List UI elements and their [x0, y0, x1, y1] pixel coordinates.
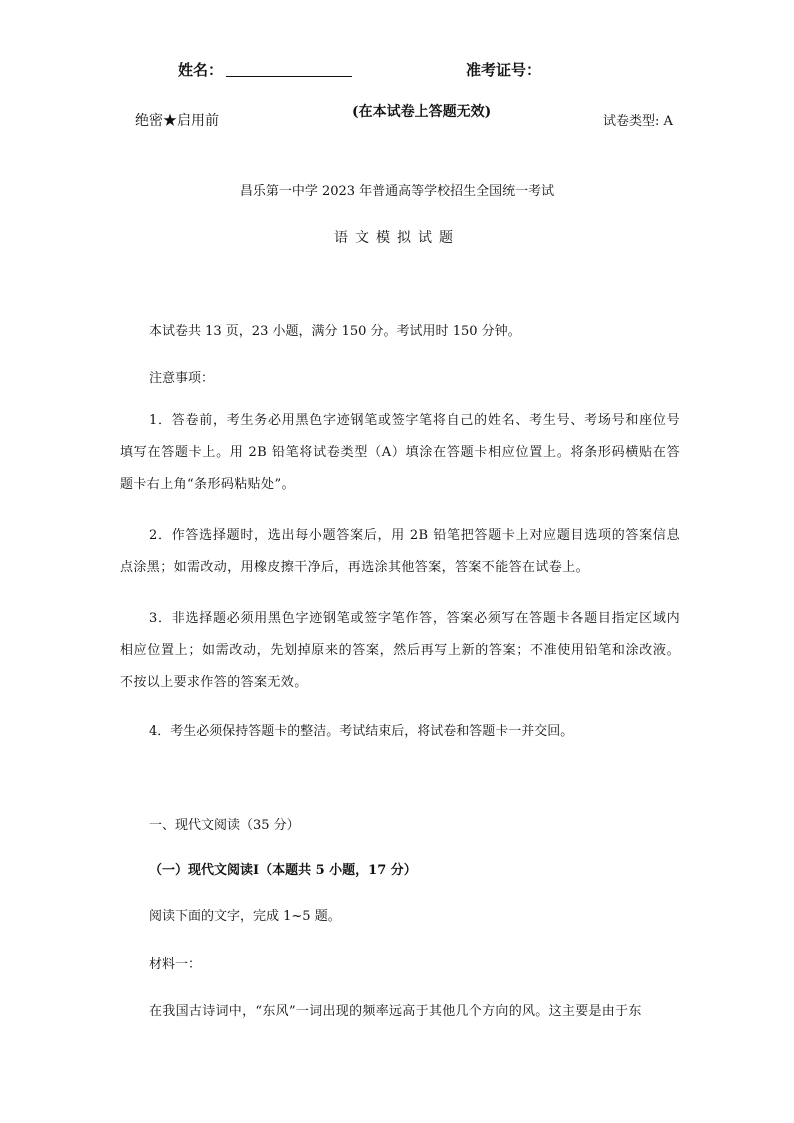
- section-subtitle: （一）现代文阅读Ⅰ（本题共 5 小题，17 分）: [149, 863, 417, 878]
- exam-intro: 本试卷共 13 页，23 小题，满分 150 分。考试用时 150 分钟。: [149, 324, 521, 339]
- section-title: 一、现代文阅读（35 分）: [149, 818, 300, 833]
- notice-heading: 注意事项：: [149, 371, 215, 386]
- exam-title: 昌乐第一中学 2023 年普通高等学校招生全国统一考试: [239, 184, 555, 199]
- notice-item-2: 2．作答选择题时，选出每小题答案后，用 2B 铅笔把答题卡上对应题目选项的答案信息点涂黑；如需改动，用橡皮擦干净后，再选涂其他答案，答案不能答在试卷上。: [120, 528, 680, 575]
- name-label: 姓名：: [178, 61, 224, 79]
- reading-instruction: 阅读下面的文字，完成 1~5 题。: [149, 909, 341, 924]
- paper-type-label: 试卷类型: A: [603, 114, 673, 129]
- name-blank-line: [226, 76, 352, 77]
- notice-item-3: 3．非选择题必须用黑色字迹钢笔或签字笔作答，答案必须写在答题卡各题目指定区域内相应位置上；如需改动，先划掉原来的答案，然后再写上新的答案；不准使用铅笔和涂改液。不按以上要求作答的答案无效。: [120, 611, 680, 690]
- material-label: 材料一：: [149, 957, 202, 972]
- exam-number-label: 准考证号：: [466, 61, 542, 79]
- passage-first-line: 在我国古诗词中，“东风”一词出现的频率远高于其他几个方向的风。这主要是由于东: [149, 1004, 642, 1019]
- secret-label: 绝密★启用前: [135, 113, 219, 129]
- subject-title: 语文模拟试题: [334, 230, 460, 246]
- notice-item-4: 4．考生必须保持答题卡的整洁。考试结束后，将试卷和答题卡一并交回。: [149, 724, 574, 739]
- invalid-note: (在本试卷上答题无效): [352, 104, 492, 120]
- notice-item-1: 1．答卷前，考生务必用黑色字迹钢笔或签字笔将自己的姓名、考生号、考场号和座位号填写在答题卡上。用 2B 铅笔将试卷类型（A）填涂在答题卡相应位置上。将条形码横贴在答题卡右上角“条形码粘贴处”。: [120, 413, 680, 492]
